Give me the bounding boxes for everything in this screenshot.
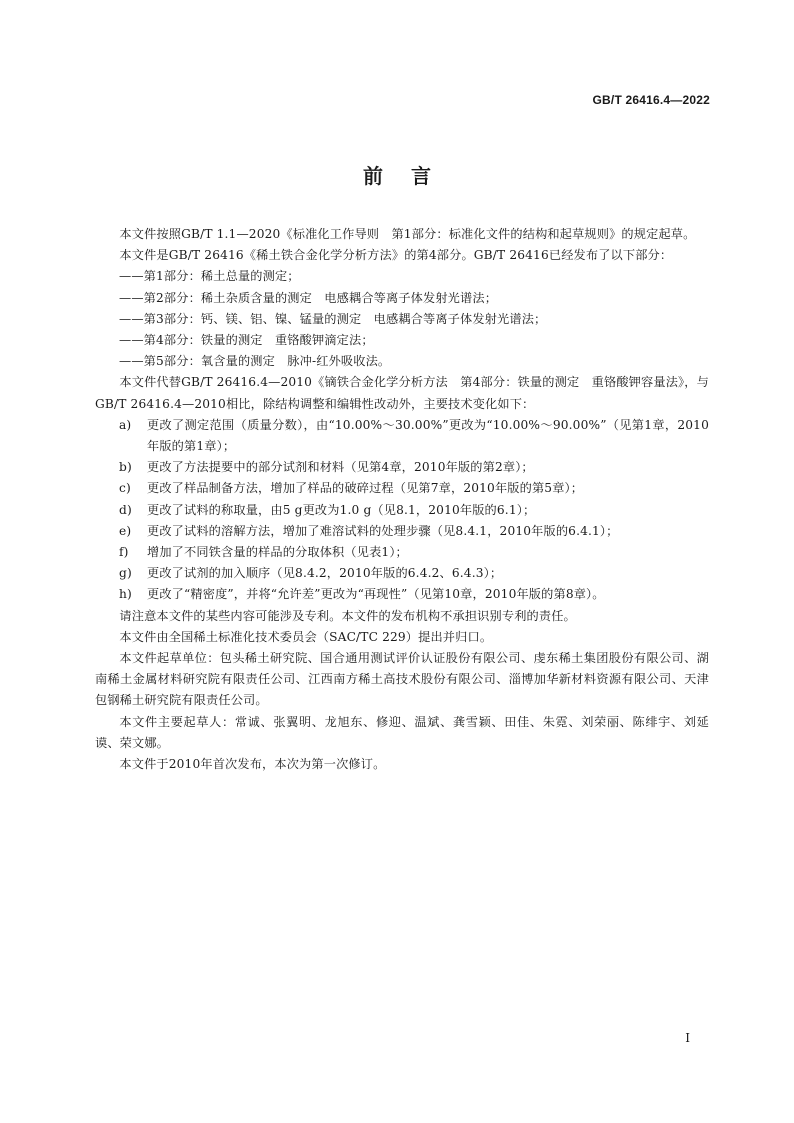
list-item-text: 更改了试料的称取量，由5 g更改为1.0 g（见8.1，2010年版的6.1）； [147, 502, 536, 517]
list-item-text: 更改了试剂的加入顺序（见8.4.2，2010年版的6.4.2、6.4.3）； [147, 566, 503, 581]
paragraph-drafting-rules: 本文件按照GB/T 1.1—2020《标准化工作导则 第1部分：标准化文件的结构和起草规则》的规定起草。 [119, 227, 696, 241]
list-item [119, 415, 709, 457]
list-item [119, 521, 709, 542]
paragraph-series-intro: 本文件是GB/T 26416《稀土铁合金化学分析方法》的第4部分。GB/T 26416已经发布了以下部分： [119, 248, 673, 263]
list-item-text: 更改了试料的溶解方法，增加了难溶试料的处理步骤（见8.4.1，2010年版的6.4.1）； [147, 523, 619, 538]
list-item-text: 更改了样品制备方法，增加了样品的破碎过程（见第7章，2010年版的第5章）； [147, 481, 584, 496]
list-marker: h) [119, 587, 132, 602]
paragraph-patent-notice: 请注意本文件的某些内容可能涉及专利。本文件的发布机构不承担识别专利的责任。 [119, 608, 576, 623]
list-item-text: 增加了不同铁含量的样品的分取体积（见表1）； [147, 545, 408, 560]
page-number: I [685, 1031, 690, 1045]
document-body [95, 224, 709, 775]
list-item: ——第2部分：稀土杂质含量的测定 电感耦合等离子体发射光谱法； [119, 290, 498, 305]
list-item-text: 更改了“精密度”，并将“允许差”更改为“再现性”（见第10章，2010年版的第8章）。 [147, 587, 605, 602]
list-marker: g) [119, 566, 132, 581]
list-marker: a) [119, 417, 132, 432]
paragraph-replacement: 本文件代替GB/T 26416.4—2010《镝铁合金化学分析方法 第4部分：铁量的测定 重铬酸钾容量法》，与GB/T 26416.4—2010相比，除结构调整和编辑性改动外，主要技术变化如下： [95, 375, 709, 411]
list-item [119, 478, 709, 499]
list-item-text: 更改了方法提要中的部分试剂和材料（见第4章，2010年版的第2章）； [147, 460, 534, 475]
list-item [119, 563, 709, 584]
list-item: ——第4部分：铁量的测定 重铬酸钾滴定法； [119, 333, 374, 348]
list-marker: c) [119, 481, 131, 496]
list-item [119, 500, 709, 521]
standard-number: GB/T 26416.4—2022 [592, 93, 710, 107]
list-marker: e) [119, 523, 132, 538]
list-item-text: 更改了测定范围（质量分数），由“10.00%～30.00%”更改为“10.00%～90.00%”（见第1章，2010年版的第1章）； [147, 417, 709, 454]
list-item: ——第3部分：钙、镁、铝、镍、锰量的测定 电感耦合等离子体发射光谱法； [119, 311, 547, 326]
page-title: 前言 [363, 164, 459, 188]
list-item [119, 542, 709, 563]
list-marker: b) [119, 460, 132, 475]
paragraph-proposer: 本文件由全国稀土标准化技术委员会（SAC/TC 229）提出并归口。 [119, 629, 493, 644]
changes-list [95, 415, 709, 606]
parts-list [95, 266, 709, 372]
list-item: ——第1部分：稀土总量的测定； [119, 269, 300, 284]
list-item: ——第5部分：氧含量的测定 脉冲-红外吸收法。 [119, 354, 391, 369]
paragraph-history: 本文件于2010年首次发布，本次为第一次修订。 [119, 757, 386, 772]
paragraph-drafting-units: 本文件起草单位：包头稀土研究院、国合通用测试评价认证股份有限公司、虔东稀土集团股份有限公司、湖南稀土金属材料研究院有限责任公司、江西南方稀土高技术股份有限公司、淄博加华新材料资源有限公司、天津包钢稀土研究院有限责任公司。 [95, 651, 709, 708]
list-marker: d) [119, 502, 132, 517]
list-marker: f) [119, 545, 129, 560]
list-item [119, 457, 709, 478]
paragraph-drafters: 本文件主要起草人：常诚、张翼明、龙旭东、修迎、温斌、龚雪颖、田佳、朱霓、刘荣丽、陈绯宇、刘延谟、荣文娜。 [95, 714, 709, 750]
list-item [119, 584, 709, 605]
